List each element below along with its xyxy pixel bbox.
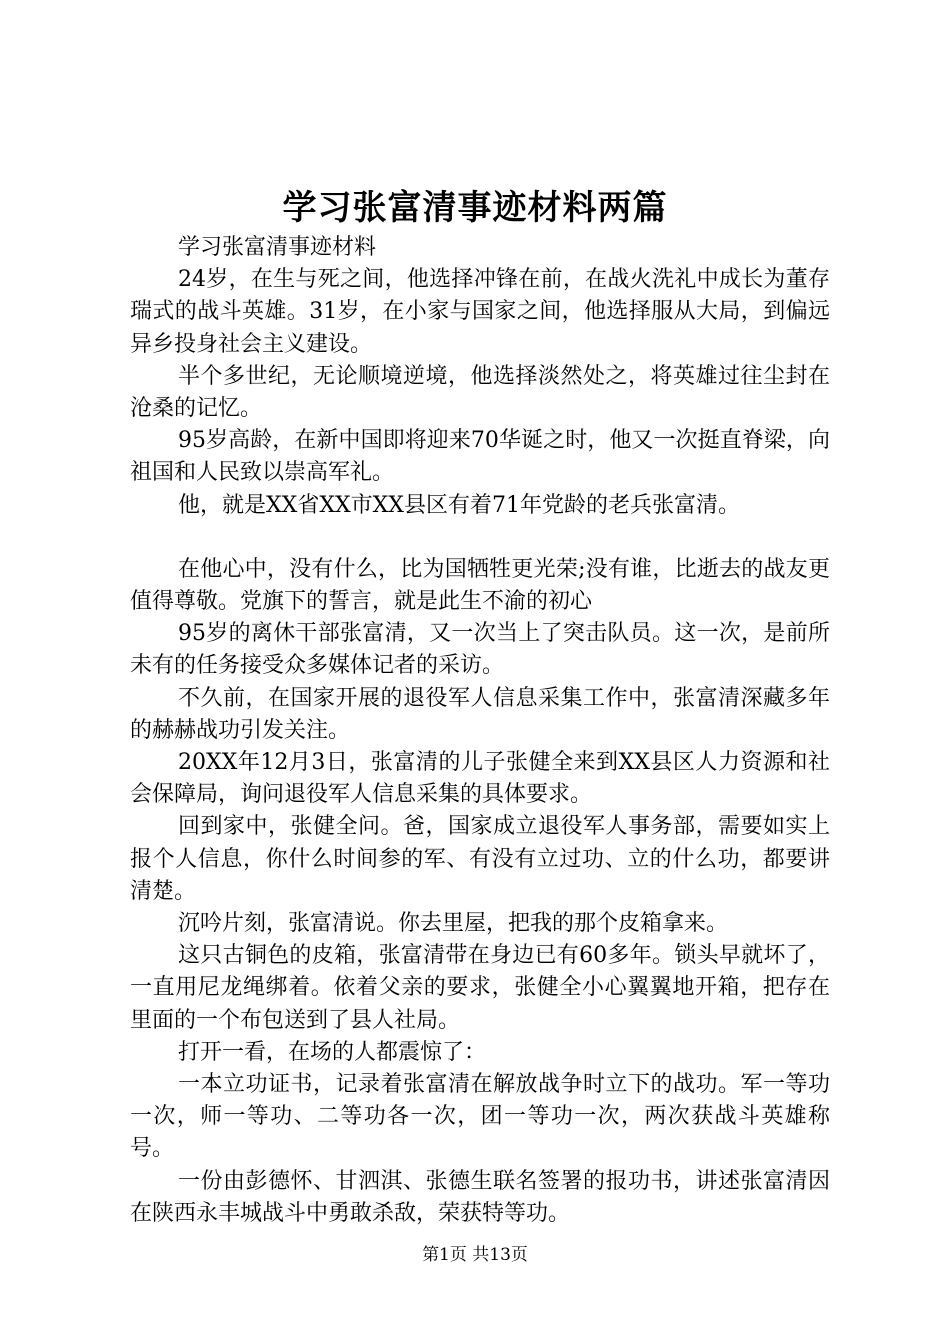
paragraph: 他，就是XX省XX市XX县区有着71年党龄的老兵张富清。: [178, 492, 740, 518]
paragraph: 95岁的离休干部张富清，又一次当上了突击队员。这一次，是前所未有的任务接受众多媒体记者的采访。: [130, 621, 830, 679]
document-title: 学习张富清事迹材料两篇: [282, 188, 668, 228]
document-body: [130, 232, 830, 1230]
paragraph: 一本立功证书，记录着张富清在解放战争时立下的战功。军一等功一次，师一等功、二等功各一次，团一等功一次，两次获战斗英雄称号。: [130, 1072, 830, 1162]
paragraph: 沉吟片刻，张富清说。你去里屋，把我的那个皮箱拿来。: [178, 911, 729, 937]
paragraph: 在他心中，没有什么，比为国牺牲更光荣;没有谁，比逝去的战友更值得尊敬。党旗下的誓言，就是此生不渝的初心: [130, 556, 830, 615]
paragraph: 回到家中，张健全问。爸，国家成立退役军人事务部，需要如实上报个人信息，你什么时间参的军、有没有立过功、立的什么功，都要讲清楚。: [130, 814, 830, 904]
paragraph: 24岁，在生与死之间，他选择冲锋在前，在战火洗礼中成长为董存瑞式的战斗英雄。31岁，在小家与国家之间，他选择服从大局，到偏远异乡投身社会主义建设。: [130, 267, 830, 357]
paragraph: 一份由彭德怀、甘泗淇、张德生联名签署的报功书，讲述张富清因在陕西永丰城战斗中勇敢杀敌，荣获特等功。: [130, 1168, 830, 1226]
paragraph: 打开一看，在场的人都震惊了：: [178, 1039, 487, 1065]
paragraph: 学习张富清事迹材料: [178, 235, 377, 260]
page-footer: 第1页 共13页: [422, 1245, 528, 1265]
paragraph: 半个多世纪，无论顺境逆境，他选择淡然处之，将英雄过往尘封在沧桑的记忆。: [130, 363, 830, 422]
paragraph: 20XX年12月3日，张富清的儿子张健全来到XX县区人力资源和社会保障局，询问退役军人信息采集的具体要求。: [130, 750, 830, 808]
paragraph: 95岁高龄，在新中国即将迎来70华诞之时，他又一次挺直脊梁，向祖国和人民致以崇高军礼。: [130, 428, 830, 486]
paragraph: 这只古铜色的皮箱，张富清带在身边已有60多年。锁头早就坏了，一直用尼龙绳绑着。依着父亲的要求，张健全小心翼翼地开箱，把存在里面的一个布包送到了县人社局。: [130, 943, 830, 1033]
paragraph: 不久前，在国家开展的退役军人信息采集工作中，张富清深藏多年的赫赫战功引发关注。: [130, 685, 830, 743]
